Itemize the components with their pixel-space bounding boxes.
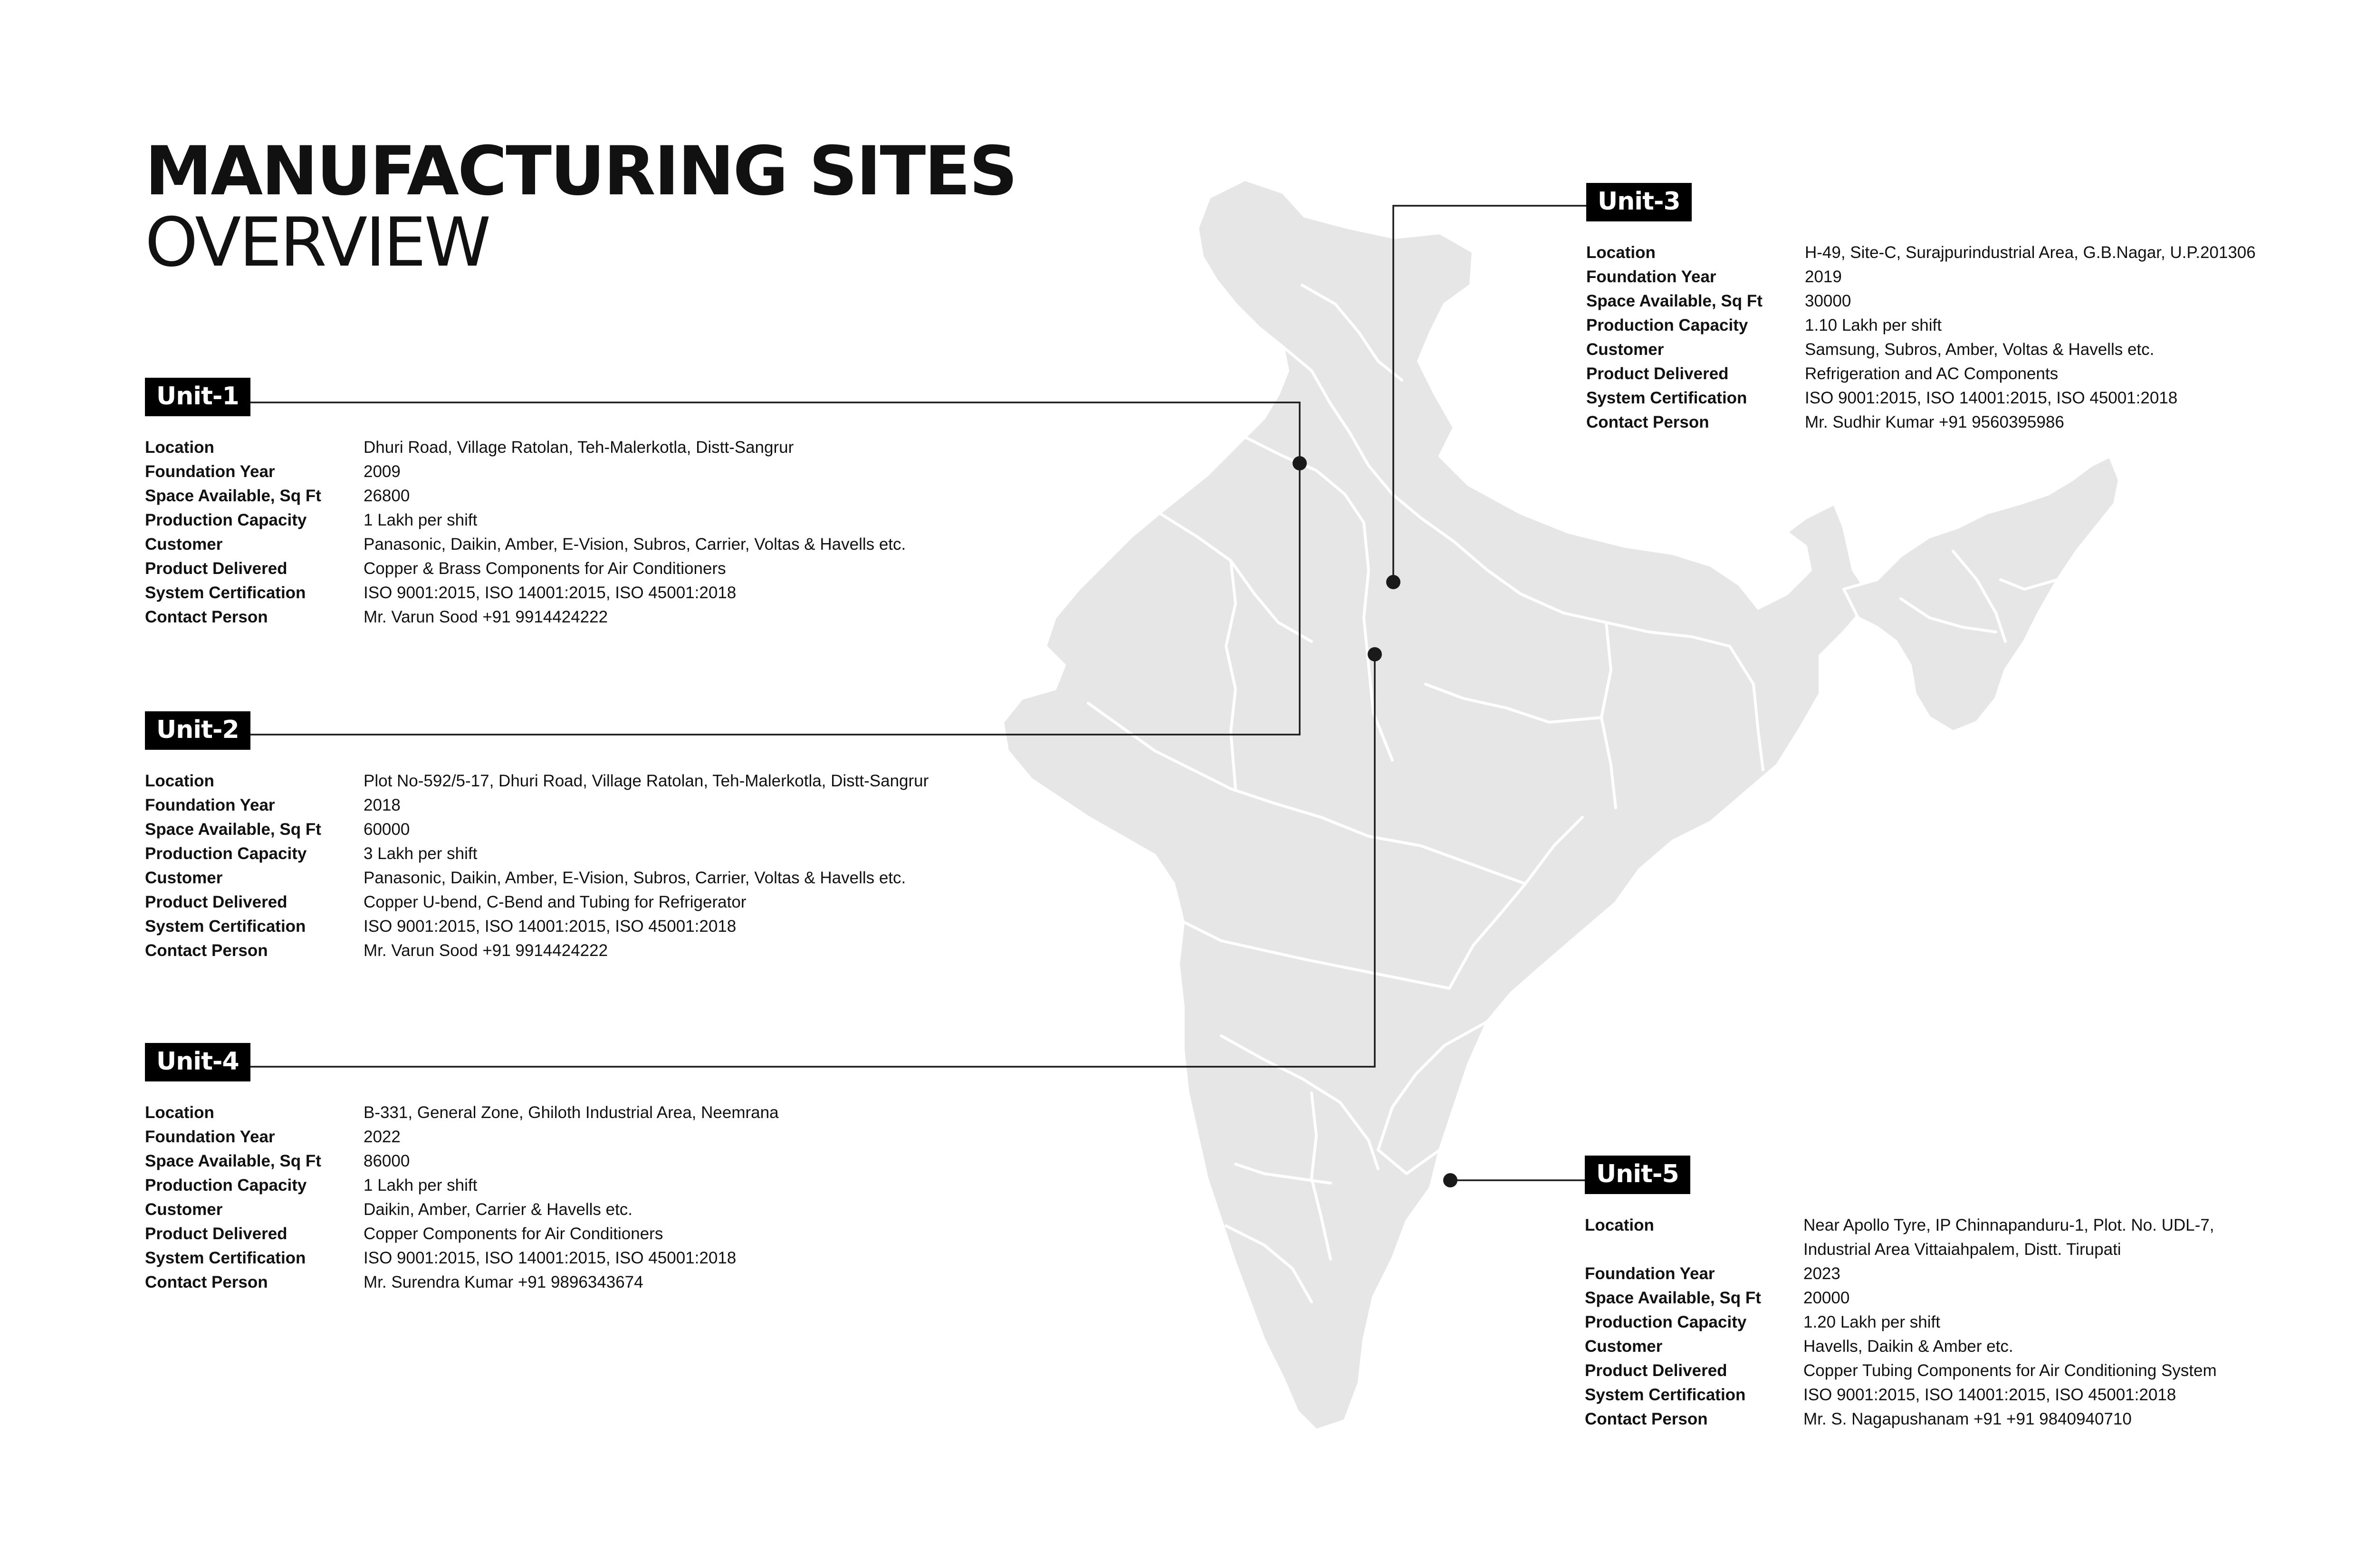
detail-value: 2022 bbox=[364, 1128, 401, 1146]
detail-row-space bbox=[1585, 1286, 2217, 1310]
unit-4-details bbox=[145, 1100, 779, 1294]
title-block bbox=[145, 132, 1016, 282]
detail-label: Foundation Year bbox=[145, 1128, 275, 1146]
detail-value: 1.20 Lakh per shift bbox=[1803, 1313, 1940, 1331]
detail-value: Havells, Daikin & Amber etc. bbox=[1803, 1337, 2013, 1356]
detail-row-customer bbox=[1586, 337, 2256, 362]
detail-row-foundation-year bbox=[145, 459, 906, 484]
detail-label: Foundation Year bbox=[1586, 268, 1716, 286]
northeast-region bbox=[1844, 456, 2119, 732]
detail-value: Near Apollo Tyre, IP Chinnapanduru-1, Plot. No. UDL-7, bbox=[1803, 1216, 2214, 1234]
detail-value: Industrial Area Vittaiahpalem, Distt. Tirupati bbox=[1803, 1240, 2121, 1259]
detail-value: 1 Lakh per shift bbox=[364, 511, 478, 529]
detail-label: System Certification bbox=[145, 583, 306, 602]
detail-row-foundation-year bbox=[145, 793, 929, 817]
detail-value: Daikin, Amber, Carrier & Havells etc. bbox=[364, 1200, 633, 1219]
detail-row-customer bbox=[1585, 1334, 2217, 1358]
detail-label: Customer bbox=[1586, 340, 1664, 359]
detail-label: Location bbox=[145, 772, 214, 790]
detail-value: 2023 bbox=[1803, 1264, 1840, 1283]
page-subtitle: OVERVIEW bbox=[145, 203, 489, 282]
detail-label: Customer bbox=[145, 1200, 223, 1219]
detail-label: System Certification bbox=[1585, 1386, 1746, 1404]
detail-value: 86000 bbox=[364, 1152, 410, 1170]
unit-4-badge: Unit-4 bbox=[145, 1043, 250, 1081]
unit-5-badge: Unit-5 bbox=[1585, 1156, 1690, 1194]
detail-label: Foundation Year bbox=[1585, 1264, 1715, 1283]
detail-label: Foundation Year bbox=[145, 462, 275, 481]
detail-value: 1 Lakh per shift bbox=[364, 1176, 478, 1195]
detail-value: Mr. S. Nagapushanam +91 +91 9840940710 bbox=[1803, 1410, 2132, 1428]
detail-label: Customer bbox=[145, 535, 223, 554]
detail-label: System Certification bbox=[145, 917, 306, 936]
detail-value: 2019 bbox=[1805, 268, 1842, 286]
detail-row-space bbox=[1586, 289, 2256, 313]
detail-row-capacity bbox=[1585, 1310, 2217, 1334]
unit-2-details bbox=[145, 769, 929, 963]
detail-label: Customer bbox=[145, 869, 223, 887]
detail-value: Plot No-592/5-17, Dhuri Road, Village Ratolan, Teh-Malerkotla, Distt-Sangrur bbox=[364, 772, 929, 790]
detail-value: ISO 9001:2015, ISO 14001:2015, ISO 45001:2018 bbox=[364, 917, 737, 936]
unit-4-panel bbox=[145, 1043, 779, 1294]
detail-row-location-cont bbox=[1585, 1237, 2217, 1262]
unit-3-details bbox=[1586, 240, 2256, 434]
detail-label: Location bbox=[145, 1103, 214, 1122]
detail-row-contact bbox=[145, 1270, 779, 1294]
detail-value: H-49, Site-C, Surajpurindustrial Area, G.B.Nagar, U.P.201306 bbox=[1805, 243, 2256, 262]
unit-5-details bbox=[1585, 1213, 2217, 1431]
detail-label: Contact Person bbox=[145, 941, 268, 960]
detail-label: Production Capacity bbox=[145, 511, 307, 529]
unit-5-marker bbox=[1443, 1173, 1457, 1187]
detail-value: 60000 bbox=[364, 820, 410, 839]
detail-row-certification bbox=[145, 914, 929, 938]
detail-row-capacity bbox=[145, 508, 906, 532]
detail-value: 26800 bbox=[364, 487, 410, 505]
unit-2-panel bbox=[145, 711, 929, 963]
detail-label: Product Delivered bbox=[145, 1224, 287, 1243]
detail-row-location bbox=[1585, 1213, 2217, 1237]
detail-value: 30000 bbox=[1805, 292, 1851, 310]
detail-label: System Certification bbox=[145, 1249, 306, 1267]
detail-value: Copper U-bend, C-Bend and Tubing for Refrigerator bbox=[364, 893, 747, 911]
detail-value: ISO 9001:2015, ISO 14001:2015, ISO 45001:2018 bbox=[1803, 1386, 2176, 1404]
detail-row-product bbox=[145, 1222, 779, 1246]
unit-2-badge: Unit-2 bbox=[145, 711, 250, 750]
detail-value: Copper Components for Air Conditioners bbox=[364, 1224, 663, 1243]
detail-row-capacity bbox=[145, 1173, 779, 1197]
detail-value: Mr. Varun Sood +91 9914424222 bbox=[364, 941, 608, 960]
detail-value: Refrigeration and AC Components bbox=[1805, 364, 2059, 383]
detail-label: Production Capacity bbox=[145, 1176, 307, 1195]
detail-row-foundation-year bbox=[145, 1125, 779, 1149]
detail-label: Product Delivered bbox=[145, 559, 287, 578]
detail-label: Location bbox=[1586, 243, 1656, 262]
detail-row-location bbox=[1586, 240, 2256, 265]
detail-row-location bbox=[145, 1100, 779, 1125]
unit-3-panel bbox=[1586, 183, 2256, 434]
unit-1-panel bbox=[145, 378, 906, 629]
detail-row-location bbox=[145, 769, 929, 793]
unit-1-details bbox=[145, 435, 906, 629]
detail-row-certification bbox=[145, 581, 906, 605]
detail-value: Copper & Brass Components for Air Conditioners bbox=[364, 559, 726, 578]
unit-3-marker bbox=[1386, 575, 1400, 589]
detail-row-contact bbox=[145, 938, 929, 963]
detail-row-foundation-year bbox=[1585, 1262, 2217, 1286]
detail-value: Mr. Sudhir Kumar +91 9560395986 bbox=[1805, 413, 2064, 431]
detail-label: Location bbox=[1585, 1216, 1654, 1234]
detail-label-empty bbox=[1585, 1237, 1803, 1262]
detail-value: ISO 9001:2015, ISO 14001:2015, ISO 45001:2018 bbox=[364, 583, 737, 602]
detail-row-customer bbox=[145, 532, 906, 556]
detail-row-product bbox=[1585, 1358, 2217, 1383]
detail-label: Production Capacity bbox=[145, 844, 307, 863]
detail-value: Samsung, Subros, Amber, Voltas & Havells etc. bbox=[1805, 340, 2155, 359]
detail-row-product bbox=[1586, 362, 2256, 386]
detail-row-foundation-year bbox=[1586, 265, 2256, 289]
detail-value: 2009 bbox=[364, 462, 401, 481]
detail-row-capacity bbox=[145, 841, 929, 866]
detail-value: Copper Tubing Components for Air Conditioning System bbox=[1803, 1361, 2217, 1380]
detail-value: 20000 bbox=[1803, 1289, 1850, 1307]
detail-row-product bbox=[145, 890, 929, 914]
detail-label: Contact Person bbox=[1586, 413, 1709, 431]
detail-value: ISO 9001:2015, ISO 14001:2015, ISO 45001:2018 bbox=[364, 1249, 737, 1267]
detail-value: 3 Lakh per shift bbox=[364, 844, 478, 863]
detail-row-certification bbox=[1585, 1383, 2217, 1407]
unit-5-panel bbox=[1585, 1156, 2217, 1431]
detail-label: Location bbox=[145, 438, 214, 457]
detail-row-customer bbox=[145, 866, 929, 890]
detail-label: Product Delivered bbox=[1585, 1361, 1727, 1380]
detail-label: Space Available, Sq Ft bbox=[145, 487, 321, 505]
detail-label: Production Capacity bbox=[1586, 316, 1748, 335]
detail-value: Mr. Surendra Kumar +91 9896343674 bbox=[364, 1273, 643, 1291]
detail-label: Customer bbox=[1585, 1337, 1663, 1356]
unit-1-badge: Unit-1 bbox=[145, 378, 250, 416]
detail-label: Foundation Year bbox=[145, 796, 275, 814]
detail-label: Space Available, Sq Ft bbox=[145, 820, 321, 839]
detail-value: 1.10 Lakh per shift bbox=[1805, 316, 1942, 335]
detail-label: Contact Person bbox=[145, 1273, 268, 1291]
detail-row-contact bbox=[1586, 410, 2256, 434]
unit-1-marker bbox=[1293, 456, 1307, 470]
detail-label: System Certification bbox=[1586, 389, 1747, 407]
detail-row-product bbox=[145, 556, 906, 581]
detail-row-contact bbox=[1585, 1407, 2217, 1431]
detail-value: ISO 9001:2015, ISO 14001:2015, ISO 45001:2018 bbox=[1805, 389, 2178, 407]
detail-value: Panasonic, Daikin, Amber, E-Vision, Subros, Carrier, Voltas & Havells etc. bbox=[364, 535, 906, 554]
detail-label: Contact Person bbox=[145, 608, 268, 626]
detail-value: B-331, General Zone, Ghiloth Industrial Area, Neemrana bbox=[364, 1103, 779, 1122]
detail-label: Space Available, Sq Ft bbox=[1586, 292, 1763, 310]
unit-4-marker bbox=[1368, 647, 1382, 661]
detail-label: Contact Person bbox=[1585, 1410, 1708, 1428]
detail-label: Product Delivered bbox=[145, 893, 287, 911]
detail-row-space bbox=[145, 484, 906, 508]
detail-row-contact bbox=[145, 605, 906, 629]
unit-3-badge: Unit-3 bbox=[1586, 183, 1692, 221]
detail-row-location bbox=[145, 435, 906, 459]
detail-row-certification bbox=[145, 1246, 779, 1270]
detail-value: Dhuri Road, Village Ratolan, Teh-Malerkotla, Distt-Sangrur bbox=[364, 438, 794, 457]
detail-row-customer bbox=[145, 1197, 779, 1222]
detail-value: Panasonic, Daikin, Amber, E-Vision, Subros, Carrier, Voltas & Havells etc. bbox=[364, 869, 906, 887]
detail-value: Mr. Varun Sood +91 9914424222 bbox=[364, 608, 608, 626]
detail-row-certification bbox=[1586, 386, 2256, 410]
detail-value: 2018 bbox=[364, 796, 401, 814]
detail-row-capacity bbox=[1586, 313, 2256, 337]
detail-label: Product Delivered bbox=[1586, 364, 1729, 383]
detail-row-space bbox=[145, 1149, 779, 1173]
page-title: MANUFACTURING SITES bbox=[145, 132, 1016, 210]
detail-row-space bbox=[145, 817, 929, 841]
detail-label: Space Available, Sq Ft bbox=[145, 1152, 321, 1170]
detail-label: Production Capacity bbox=[1585, 1313, 1747, 1331]
detail-label: Space Available, Sq Ft bbox=[1585, 1289, 1761, 1307]
